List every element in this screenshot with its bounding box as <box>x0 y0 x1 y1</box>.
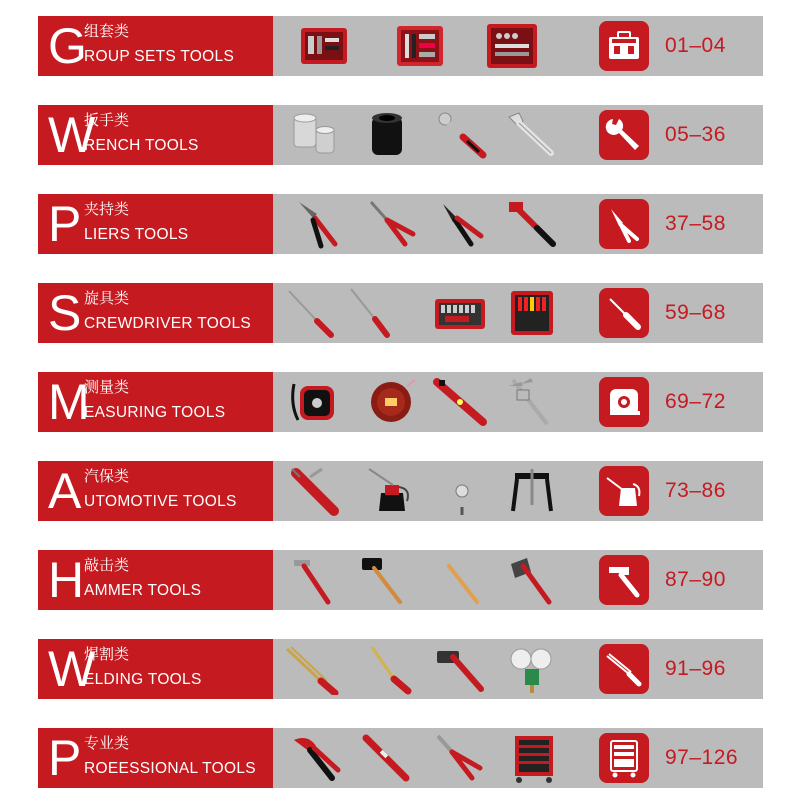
category-icon-cell <box>575 105 763 165</box>
pipe-wrench-icon <box>503 198 561 250</box>
category-initial: H <box>48 552 85 608</box>
tool-case-open-icon <box>295 20 353 72</box>
page-range: 73–86 <box>665 479 726 502</box>
category-english-name: ROEESSIONAL TOOLS <box>84 760 256 777</box>
hammer-icon <box>599 555 649 605</box>
spirit-level-icon <box>431 376 489 428</box>
tool-images <box>273 639 575 699</box>
category-label <box>38 16 273 76</box>
welding-torch-icon <box>358 643 416 695</box>
catalog-row-pliers[interactable] <box>38 194 763 254</box>
sledge-hammer-icon <box>358 554 416 606</box>
catalog-row-hammer[interactable] <box>38 550 763 610</box>
long-nose-pliers-icon <box>363 198 421 250</box>
tape-measure-icon <box>599 377 649 427</box>
catalog-row-welding[interactable] <box>38 639 763 699</box>
page-range: 87–90 <box>665 568 726 591</box>
category-english-name: ELDING TOOLS <box>84 671 202 688</box>
toolbox-icon <box>599 21 649 71</box>
pliers-icon <box>599 199 649 249</box>
category-initial: G <box>48 18 87 74</box>
catalog-row-wrench[interactable] <box>38 105 763 165</box>
category-english-name: ROUP SETS TOOLS <box>84 48 235 65</box>
category-english-name: CREWDRIVER TOOLS <box>84 315 252 332</box>
page-range: 59–68 <box>665 301 726 324</box>
catalog-row-group-sets[interactable] <box>38 16 763 76</box>
wire-stripper-icon <box>433 198 491 250</box>
category-label <box>38 194 273 254</box>
tool-images <box>273 550 575 610</box>
page-range: 91–96 <box>665 657 726 680</box>
screwdriver-icon <box>599 288 649 338</box>
ratchet-icon <box>433 109 491 161</box>
category-icon-cell <box>575 194 763 254</box>
oil-filter-wrench-icon <box>433 465 491 517</box>
category-chinese-name: 扳手类 <box>84 112 130 129</box>
adjustable-wrench-icon <box>503 109 561 161</box>
tool-cabinet-icon <box>599 733 649 783</box>
category-english-name: RENCH TOOLS <box>84 137 199 154</box>
category-icon-cell <box>575 550 763 610</box>
page-range: 97–126 <box>665 746 739 769</box>
category-english-name: AMMER TOOLS <box>84 582 202 599</box>
category-icon-cell <box>575 283 763 343</box>
category-english-name: LIERS TOOLS <box>84 226 189 243</box>
page-range: 01–04 <box>665 34 726 57</box>
combination-pliers-icon <box>291 198 349 250</box>
cutting-torch-icon <box>599 644 649 694</box>
screwdriver-slim-icon <box>341 287 399 339</box>
category-icon-cell <box>575 728 763 788</box>
tool-images <box>273 283 575 343</box>
tool-case-red-icon <box>391 20 449 72</box>
axe-icon <box>503 554 561 606</box>
category-icon-cell <box>575 372 763 432</box>
category-initial: P <box>48 730 82 786</box>
tool-images <box>273 105 575 165</box>
category-label <box>38 461 273 521</box>
category-icon-cell <box>575 639 763 699</box>
category-chinese-name: 焊割类 <box>84 646 130 663</box>
socket-chrome-icon <box>288 109 346 161</box>
wrench-icon <box>599 110 649 160</box>
category-icon-cell <box>575 461 763 521</box>
claw-hammer-icon <box>288 554 346 606</box>
category-chinese-name: 汽保类 <box>84 468 130 485</box>
category-label <box>38 639 273 699</box>
tool-images <box>273 194 575 254</box>
category-initial: W <box>48 641 96 697</box>
category-chinese-name: 测量类 <box>84 379 130 396</box>
page-range: 37–58 <box>665 212 726 235</box>
category-chinese-name: 组套类 <box>84 23 130 40</box>
category-icon-cell <box>575 16 763 76</box>
tool-images <box>273 728 575 788</box>
category-chinese-name: 旋具类 <box>84 290 130 307</box>
impact-socket-icon <box>358 109 416 161</box>
bit-set-case-icon <box>431 287 489 339</box>
category-chinese-name: 专业类 <box>84 735 130 752</box>
category-label <box>38 550 273 610</box>
category-initial: M <box>48 374 90 430</box>
catalog-row-measuring[interactable] <box>38 372 763 432</box>
category-initial: P <box>48 196 82 252</box>
category-english-name: EASURING TOOLS <box>84 404 226 421</box>
test-pen-icon <box>358 732 416 784</box>
tool-images <box>273 372 575 432</box>
page-range: 05–36 <box>665 123 726 146</box>
category-initial: S <box>48 285 82 341</box>
insulated-screwdriver-set-icon <box>505 287 563 339</box>
tool-images <box>273 461 575 521</box>
long-tape-icon <box>363 376 421 428</box>
category-english-name: UTOMOTIVE TOOLS <box>84 493 237 510</box>
catalog-row-automotive[interactable] <box>38 461 763 521</box>
gear-puller-icon <box>503 465 561 517</box>
category-label <box>38 283 273 343</box>
gas-regulator-icon <box>503 643 561 695</box>
oil-can-icon <box>599 466 649 516</box>
page-range: 69–72 <box>665 390 726 413</box>
category-initial: A <box>48 463 82 519</box>
caliper-icon <box>501 376 559 428</box>
tape-measure-icon <box>288 376 346 428</box>
screwdriver-long-icon <box>283 287 341 339</box>
grease-gun-icon <box>288 465 346 517</box>
tool-images <box>273 16 575 76</box>
ball-pein-hammer-icon <box>433 554 491 606</box>
category-label <box>38 105 273 165</box>
category-label <box>38 372 273 432</box>
tool-case-large-icon <box>483 20 541 72</box>
tool-cabinet-icon <box>505 732 563 784</box>
cutting-torch-icon <box>283 643 341 695</box>
welding-brush-icon <box>433 643 491 695</box>
catalog-row-professional[interactable] <box>38 728 763 788</box>
category-chinese-name: 夹持类 <box>84 201 130 218</box>
pipe-cutter-icon <box>288 732 346 784</box>
oil-can-icon <box>363 465 421 517</box>
catalog-row-screwdriver[interactable] <box>38 283 763 343</box>
category-label <box>38 728 273 788</box>
category-initial: W <box>48 107 96 163</box>
category-chinese-name: 敲击类 <box>84 557 130 574</box>
rivet-gun-icon <box>428 732 486 784</box>
